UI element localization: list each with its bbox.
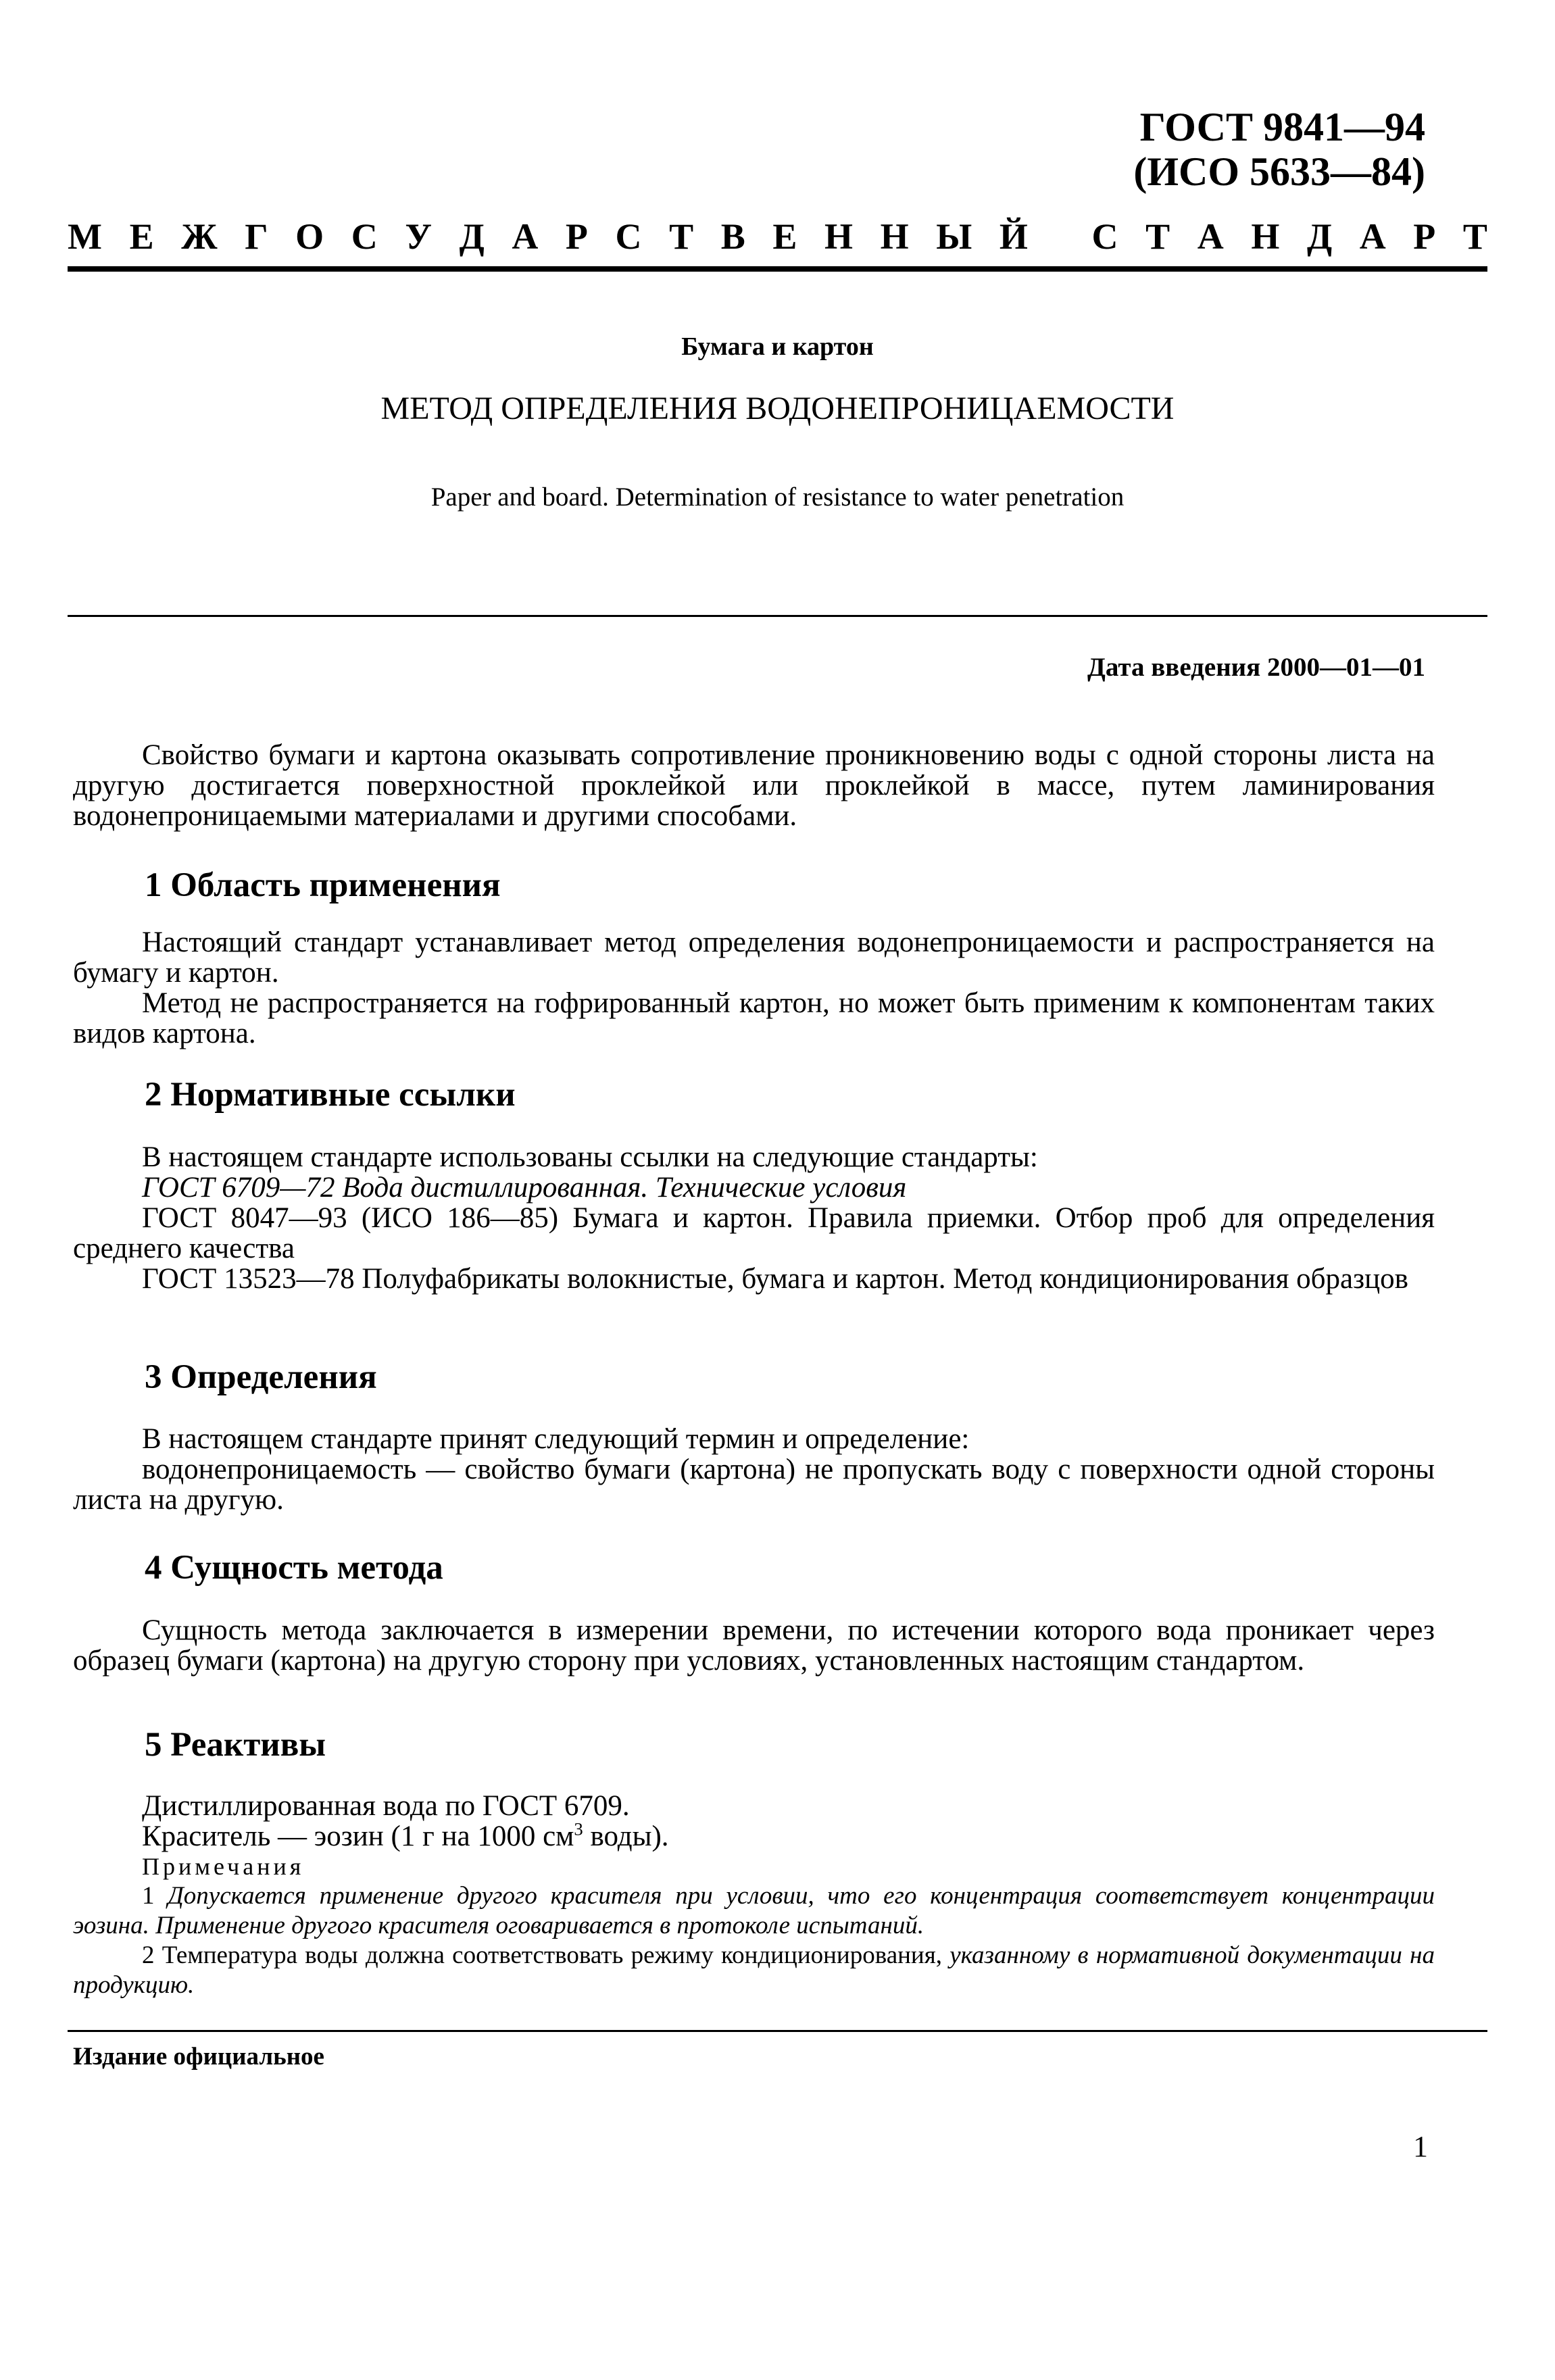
- document-title-english: Paper and board. Determination of resistance to water penetration: [430, 482, 1125, 512]
- banner-letter: Р: [565, 216, 588, 257]
- banner-letter: А: [1197, 216, 1224, 257]
- note-number: 1: [142, 1882, 168, 1910]
- banner-letter: Ы: [936, 216, 972, 257]
- banner-gap: [1055, 215, 1064, 258]
- paragraph: Метод не распространяется на гофрированный картон, но может быть применим к компонентам таких видов картона.: [73, 987, 1435, 1049]
- dye-text: Краситель — эозин (1 г на 1000 см: [142, 1820, 574, 1852]
- paragraph: В настоящем стандарте использованы ссылки на следующие стандарты:: [142, 1141, 1038, 1173]
- section-reagents-body: [73, 1791, 1435, 2000]
- banner-letter: О: [295, 216, 324, 257]
- banner-letter: Е: [129, 216, 154, 257]
- section-definitions-body: [73, 1424, 1435, 1515]
- section-heading-reagents: 5 Реактивы: [145, 1726, 326, 1764]
- dye-paragraph: [73, 1818, 1435, 1852]
- paragraph: Дистиллированная вода по ГОСТ 6709.: [142, 1790, 630, 1822]
- note-2-italic: указанному в нормативной документации на продукцию.: [73, 1941, 1435, 1999]
- banner-letter: Т: [1462, 216, 1487, 257]
- banner-letter: Т: [669, 216, 694, 257]
- intro-paragraph-block: [73, 740, 1435, 831]
- paragraph: В настоящем стандарте принят следующий термин и определение:: [142, 1423, 970, 1455]
- section-heading-scope: 1 Область применения: [145, 866, 501, 904]
- definition-paragraph: водонепроницаемость — свойство бумаги (картона) не пропускать воду с поверхности одной стороны листа на другую.: [73, 1454, 1435, 1516]
- banner-letter: Д: [459, 216, 485, 257]
- banner-letter: Н: [880, 216, 909, 257]
- introduction-date: Дата введения 2000—01—01: [1087, 653, 1425, 682]
- notes-caption: Примечания: [142, 1853, 305, 1880]
- superscript-3: 3: [574, 1818, 583, 1839]
- footer-divider: [68, 2030, 1487, 2032]
- paragraph: Сущность метода заключается в измерении времени, по истечении которого вода проникает через образец бумаги (картона) на другую сторону при условиях, установленных настоящим стандартом.: [73, 1614, 1435, 1677]
- banner-letter: У: [405, 216, 432, 257]
- banner-letter: Г: [245, 216, 268, 257]
- dye-text-end: воды).: [583, 1820, 669, 1852]
- intro-paragraph: Свойство бумаги и картона оказывать сопротивление проникновению воды с одной стороны листа на другую достигается поверхностной проклейкой или проклейкой в массе, путем ламинирования водонепроницаемыми материалами и другими способами.: [73, 739, 1435, 832]
- document-code: [1133, 105, 1425, 194]
- note-1: [73, 1881, 1435, 1941]
- banner-letter: Ж: [181, 216, 218, 257]
- banner-letter: А: [1359, 216, 1386, 257]
- section-references-body: [73, 1142, 1435, 1294]
- banner-letter: М: [68, 216, 102, 257]
- banner-letter: Д: [1306, 216, 1333, 257]
- document-title: МЕТОД ОПРЕДЕЛЕНИЯ ВОДОНЕПРОНИЦАЕМОСТИ: [380, 391, 1175, 426]
- paragraph: Настоящий стандарт устанавливает метод определения водонепроницаемости и распространяется на бумагу и картон.: [73, 926, 1435, 989]
- note-2-text: 2 Температура воды должна соответствовать режиму кондиционирования,: [142, 1941, 950, 1969]
- banner-letter: С: [615, 216, 642, 257]
- banner-letter: Р: [1413, 216, 1436, 257]
- reference-gost-6709: ГОСТ 6709—72 Вода дистиллированная. Технические условия: [142, 1172, 907, 1204]
- banner-letter: Е: [772, 216, 797, 257]
- document-subject: Бумага и картон: [681, 332, 874, 361]
- banner-letter: В: [720, 216, 745, 257]
- title-divider: [68, 615, 1487, 617]
- note-1-text: Допускается применение другого красителя при условии, что его концентрация соответствует концентрации эозина. Применение другого красителя оговаривается в протоколе испытаний.: [73, 1882, 1435, 1939]
- banner-letter: Т: [1145, 216, 1170, 257]
- official-edition-label: Издание официальное: [73, 2043, 324, 2071]
- page-number: 1: [1413, 2130, 1428, 2163]
- banner-letter: Н: [824, 216, 853, 257]
- reference-gost-8047: ГОСТ 8047—93 (ИСО 186—85) Бумага и картон. Правила приемки. Отбор проб для определения среднего качества: [73, 1202, 1435, 1264]
- standard-type-banner: [68, 215, 1487, 258]
- section-scope-body: [73, 927, 1435, 1049]
- reference-gost-13523: ГОСТ 13523—78 Полуфабрикаты волокнистые, бумага и картон. Метод кондиционирования образцов: [142, 1263, 1408, 1295]
- section-heading-definitions: 3 Определения: [145, 1358, 377, 1396]
- section-heading-references: 2 Нормативные ссылки: [145, 1076, 516, 1114]
- banner-letter: Н: [1251, 216, 1280, 257]
- gost-number: ГОСТ 9841—94: [1139, 105, 1425, 149]
- section-method-essence-body: [73, 1615, 1435, 1676]
- iso-number: (ИСО 5633—84): [1133, 149, 1425, 194]
- header-divider: [68, 266, 1487, 272]
- banner-letter: С: [1091, 216, 1118, 257]
- banner-letter: А: [512, 216, 539, 257]
- note-2: [73, 1941, 1435, 2000]
- section-heading-method-essence: 4 Сущность метода: [145, 1549, 443, 1587]
- banner-letter: Й: [999, 216, 1028, 257]
- banner-letter: С: [351, 216, 378, 257]
